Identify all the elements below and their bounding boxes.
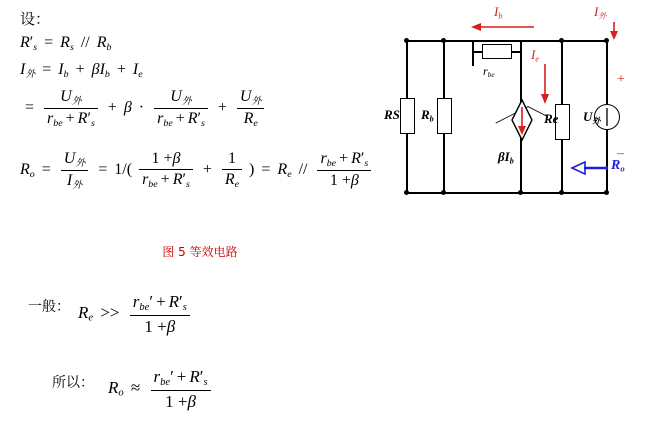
wire-bottom-rail [406,192,608,194]
eq3-frac1-num-var: U [60,88,72,105]
eq4-close-paren: ) [249,161,255,179]
label-beta-ib-sub: b [509,156,514,166]
label-rs [384,107,400,123]
equivalent-circuit-diagram [384,4,646,234]
polarity-plus [617,72,625,88]
eq3-fraction-2 [154,88,208,129]
node-dot-bottom-left [404,190,409,195]
eq5-lhs: R [78,302,89,322]
label-ie [531,47,539,63]
label-rbe-text: r [483,64,488,78]
eq2-term2: I [99,61,105,78]
eq4-equals-3: = [261,161,271,179]
eq4-fraction-4 [317,150,371,190]
node-dot-bottom-right [604,190,609,195]
eq4-frac1-num [61,150,88,171]
eq6-frac-den [151,391,211,411]
eq4-parallel: // [298,161,308,179]
eq1-lhs-var: R [20,34,30,51]
eq2-plus2: + [116,61,126,78]
eq1-lhs-sub: s [33,41,38,53]
label-ro-r: R [611,158,621,173]
equation-rs-prime [20,34,111,53]
suoyi-label: 所以： [52,375,94,391]
equation-result [108,367,214,411]
eq4-frac4-num [317,150,371,171]
eq4-lhs-sub: o [29,168,35,180]
label-i-wai [594,4,606,21]
eq5-den-one: 1 + [144,316,167,336]
eq4-frac2-den-Rsub: s [185,179,190,191]
node-dot-top-re [559,38,564,43]
label-beta-ib [498,149,514,165]
eq2-term3: I [132,61,139,78]
eq6-num-r: r [153,367,161,386]
eq4-frac2-num-one: 1 + [151,150,173,168]
eq1-term2-sub: b [106,41,112,53]
eq5-num-prime: ′ [149,292,154,311]
eq3-frac3-num [237,88,264,109]
eq4-frac1-den [61,171,88,191]
eq4-frac4-den [317,171,371,190]
eq2-term2-sub: b [104,68,110,80]
eq2-term1-sub: b [63,68,69,80]
eq4-frac4-num-Rsub: s [364,158,369,170]
eq3-frac1-den-r: r [47,109,54,127]
eq6-num-prime: ′ [170,367,174,386]
eq4-term-re: R [277,161,288,179]
eq4-frac3-den [222,170,242,190]
eq2-beta: β [91,61,100,78]
eq3-frac2-den-prime: ′ [197,109,202,127]
eq4-equals-2: = [98,161,108,179]
label-rb-text: R [421,107,430,122]
equation-ro-derivation [20,150,374,191]
equation-expanded-sum [22,88,267,129]
eq5-num-Rprime: ′ [179,292,183,311]
eq3-frac1-num [44,88,98,109]
eq3-fraction-1 [44,88,98,129]
label-ie-i: I [531,47,536,62]
eq4-term-re-sub: e [287,168,292,180]
label-rbe [483,64,495,79]
eq4-slash-open: /( [122,161,133,179]
eq3-frac2-den-Rsub: s [201,117,205,129]
eq3-frac3-num-var: U [239,88,252,105]
wire-top-rail [406,40,608,42]
eq1-lhs-prime: ′ [29,34,34,51]
eq3-frac2-num-sub: 外 [181,95,192,107]
eq4-frac3-num: 1 [222,150,242,170]
eq4-plus: + [202,161,212,179]
eq3-dot: · [138,99,145,117]
node-dot-bottom-rb [441,190,446,195]
eq6-num-Rsub: s [203,376,208,388]
resistor-rs [400,98,415,134]
eq3-frac1-den-Rsub: s [90,117,95,129]
eq4-frac2-num [139,150,193,170]
eq6-num-R: R [189,367,200,386]
label-u-wai [583,109,600,126]
eq4-frac4-num-R: R [351,150,361,168]
eq2-equals: = [42,61,52,78]
eq3-frac2-num [154,88,208,109]
eq6-num-rsub: be [160,376,171,388]
label-ib-sub: b [498,11,503,21]
eq6-num-Rprime: ′ [199,367,204,386]
node-dot-bottom-re [559,190,564,195]
eq2-lhs-sub: 外 [25,68,36,80]
eq4-frac2-den-rsub: be [148,179,158,191]
equation-condition [78,292,193,336]
eq4-fraction-1 [61,150,88,191]
eq5-num-rsub: be [139,301,150,313]
polarity-plus-text: + [617,72,625,87]
node-dot-bottom-dep [518,190,523,195]
eq5-den-beta: β [166,316,176,336]
eq4-frac1-num-var: U [63,150,76,167]
node-dot-top-rb [441,38,446,43]
ro-arrow-icon [570,160,610,176]
eq5-lhs-sub: e [88,312,94,324]
eq4-frac4-num-prime: ′ [360,150,365,168]
eq3-frac2-den-r: r [157,109,164,127]
label-ib-i: I [494,4,499,19]
eq4-frac1-den-sub: 外 [72,179,83,191]
label-u-wai-u: U [583,109,593,124]
eq3-frac1-den [44,109,98,129]
polarity-minus-text: – [617,146,624,161]
eq4-equals-1: = [41,161,51,179]
eq3-frac3-num-sub: 外 [251,95,262,107]
label-rbe-sub: be [487,70,495,80]
label-rb [421,107,434,123]
figure-caption: 图 5 等效电路 [162,245,238,259]
eq5-num-Rsub: s [182,301,187,313]
label-ro [611,158,625,174]
eq4-frac4-num-plus: + [339,150,349,168]
eq5-num-R: R [168,292,180,311]
eq1-term1-sub: s [69,41,74,53]
yiban-label: 一般： [28,299,70,315]
eq4-lhs: R [20,161,30,179]
eq1-equals: = [44,34,54,51]
eq4-fraction-3 [222,150,242,190]
eq1-term2: R [96,34,107,51]
eq2-lhs: I [20,61,26,78]
eq5-gg: >> [100,302,120,322]
eq4-fraction-2 [139,150,193,190]
eq6-den-one: 1 + [165,391,188,411]
eq2-term3-sub: e [138,68,143,80]
eq3-frac3-den-sub: e [253,117,258,129]
eq1-term1: R [60,34,70,51]
eq3-frac3-den [237,109,264,129]
label-rs-text: RS [384,107,400,122]
eq6-den-beta: β [187,391,196,411]
label-ie-sub: e [535,54,539,64]
eq4-frac2-num-beta: β [172,150,181,168]
eq5-frac-num [130,292,190,316]
eq3-frac3-den-R: R [243,109,254,127]
eq4-one: 1 [114,161,123,179]
eq3-frac2-den-rsub: be [163,117,173,129]
eq1-parallel: // [80,34,90,51]
eq3-frac2-den-plus: + [175,109,185,127]
eq4-frac4-den-one: 1 + [329,172,351,190]
eq3-frac2-num-var: U [170,88,182,105]
eq4-frac2-den-plus: + [160,171,170,189]
eq3-frac2-den [154,109,208,129]
eq5-num-plus: + [156,292,166,311]
eq4-frac3-den-sub: e [234,179,240,191]
current-arrow-ie [538,62,552,106]
eq5-frac-den [130,316,190,336]
label-i-wai-sub: 外 [598,11,607,21]
eq6-approx: ≈ [130,377,141,397]
current-arrow-i-wai [574,18,618,40]
eq3-frac1-num-sub: 外 [71,95,82,107]
eq3-frac1-den-plus: + [65,109,75,127]
eq4-frac2-den-prime: ′ [182,171,186,189]
label-u-wai-sub: 外 [592,116,601,126]
equation-i-wai [20,61,143,80]
eq4-frac3-den-R: R [224,171,235,189]
resistor-rb [437,98,452,134]
resistor-rbe [482,44,512,59]
wire-branch-rbe-left [472,40,474,66]
eq3-frac1-den-rsub: be [53,117,63,129]
eq6-lhs: R [108,377,119,397]
eq4-frac2-den [139,170,193,190]
eq3-frac2-den-R: R [187,109,198,127]
eq3-plus2: + [217,99,227,117]
eq3-plus1: + [107,99,117,117]
eq2-plus1: + [75,61,85,78]
eq6-fraction [151,367,211,411]
eq4-frac1-num-sub: 外 [75,157,86,169]
node-dot-top-left [404,38,409,43]
eq5-fraction [130,292,190,336]
label-i-wai-i: I [594,4,599,19]
eq3-equals: = [25,99,35,117]
eq4-frac2-den-r: r [142,171,149,189]
eq3-frac1-den-R: R [77,109,88,127]
eq6-lhs-sub: o [118,387,124,399]
label-beta-i: I [504,149,510,164]
eq4-frac4-den-beta: β [350,172,359,190]
eq4-frac1-den-var: I [66,171,73,189]
eq4-frac2-den-R: R [172,171,183,189]
label-ib [494,4,502,20]
dependent-source-symbol [511,98,533,142]
label-ro-sub: o [620,163,625,174]
label-re [544,111,558,127]
label-beta: β [498,149,505,164]
label-re-text: Re [544,111,559,126]
label-rb-sub: b [429,114,434,124]
eq6-num-plus: + [176,367,187,386]
eq3-fraction-3 [237,88,264,129]
eq4-frac4-num-r: r [320,150,327,168]
eq2-term1: I [58,61,64,78]
eq4-frac4-num-rsub: be [326,158,337,170]
current-arrow-ib [470,20,538,34]
eq3-beta: β [123,99,132,117]
eq6-frac-num [151,367,211,391]
she-label: 设： [20,10,51,28]
eq5-num-r: r [132,292,140,311]
eq3-frac1-den-prime: ′ [87,109,91,127]
